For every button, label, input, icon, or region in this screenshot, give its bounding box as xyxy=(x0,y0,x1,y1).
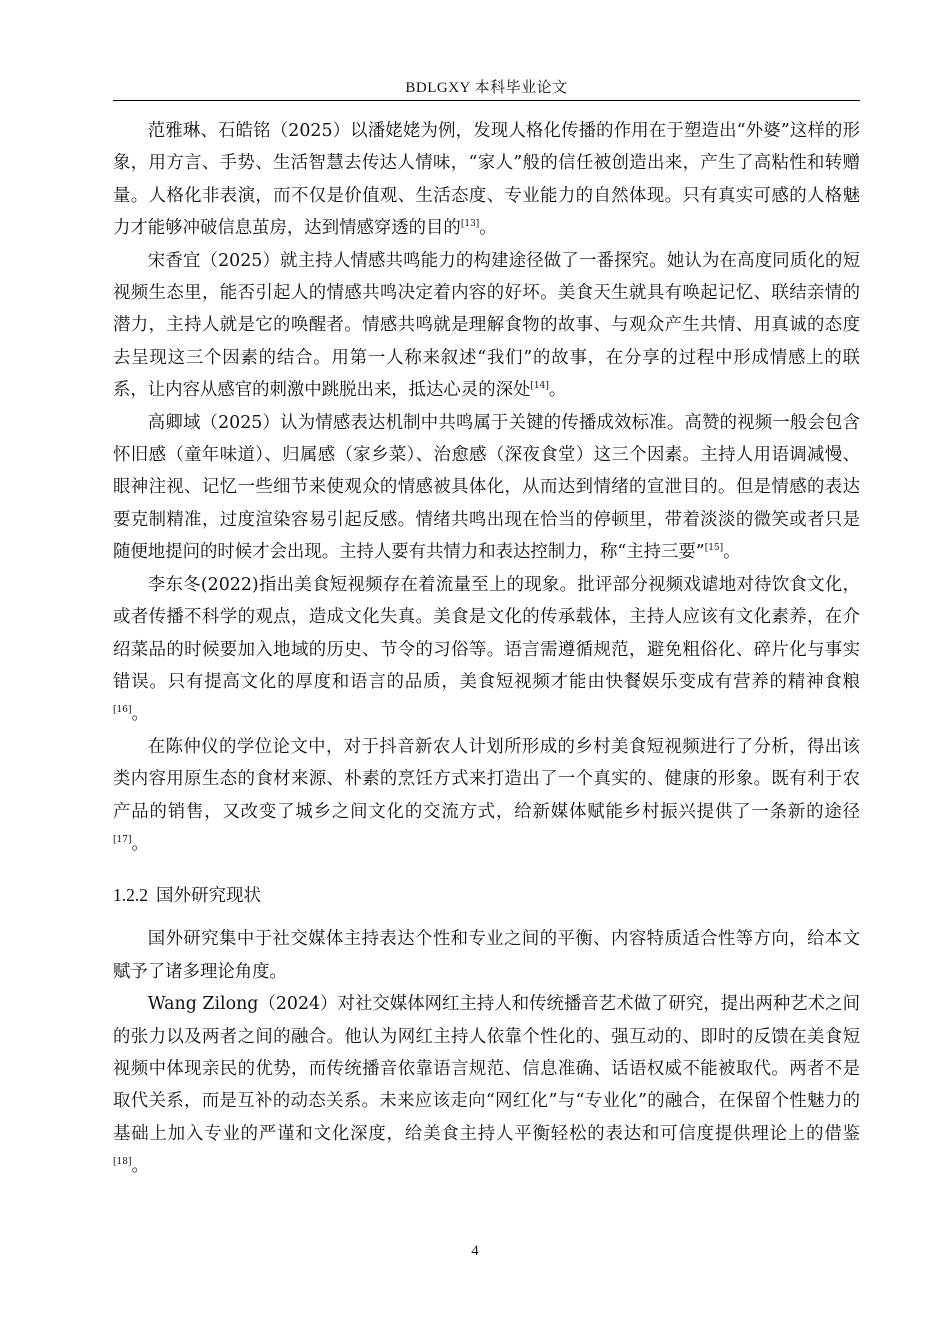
paragraph: 宋香宜（2025）就主持人情感共鸣能力的构建途径做了一番探究。她认为在高度同质化的短视频生态里，能否引起人的情感共鸣决定着内容的好坏。美食天生就具有唤起记忆、联结亲情的潜力，主持人就是它的唤醒者。情感共鸣就是理解食物的故事、与观众产生共情、用真诚的态度去呈现这三个因素的结合。用第一人称来叙述“我们”的故事，在分享的过程中形成情感上的联系，让内容从感官的刺激中跳脱出来，抵达心灵的深处[14]。 xyxy=(113,250,860,401)
citation-ref: [14] xyxy=(530,381,549,392)
paragraph: 国外研究集中于社交媒体主持表达个性和专业之间的平衡、内容特质适合性等方向，给本文赋予了诸多理论角度。 xyxy=(113,929,860,982)
section-title: 国外研究现状 xyxy=(156,886,261,907)
citation-ref: [13] xyxy=(460,219,480,230)
citation-ref: [18] xyxy=(113,1157,132,1168)
citation-ref: [15] xyxy=(704,543,724,554)
paragraph: 范雅琳、石皓铭（2025）以潘姥姥为例，发现人格化传播的作用在于塑造出“外婆”这样的形象，用方言、手势、生活智慧去传达人情味，“家人”般的信任被创造出来，产生了高粘性和转赠量。人格化非表演，而不仅是价值观、生活态度、专业能力的自然体现。只有真实可感的人格魅力才能够冲破信息茧房，达到情感穿透的目的[13]。 xyxy=(113,121,860,239)
paragraph: 在陈仲仪的学位论文中，对于抖音新农人计划所形成的乡村美食短视频进行了分析，得出该类内容用原生态的食材来源、朴素的烹饪方式来打造出了一个真实的、健康的形象。既有利于农产品的销售，又改变了城乡之间文化的交流方式，给新媒体赋能乡村振兴提供了一条新的途径[17]。 xyxy=(113,736,860,854)
header-divider xyxy=(113,100,860,101)
paragraph: 李东冬(2022)指出美食短视频存在着流量至上的现象。批评部分视频戏谑地对待饮食文化，或者传播不科学的观点，造成文化失真。美食是文化的传承载体，主持人应该有文化素养，在介绍菜品的时候要加入地域的历史、节令的习俗等。语言需遵循规范，避免粗俗化、碎片化与事实错误。只有提高文化的厚度和语言的品质，美食短视频才能由快餐娱乐变成有营养的精神食粮[16]。 xyxy=(113,574,860,725)
section-heading xyxy=(113,880,860,911)
body-text xyxy=(113,115,860,1183)
section-number: 1.2.2 xyxy=(113,885,148,906)
page-number: 4 xyxy=(471,1243,479,1259)
citation-ref: [17] xyxy=(113,834,132,845)
running-header: BDLGXY 本科毕业论文 xyxy=(405,80,568,96)
paragraph: Wang Zilong（2024）对社交媒体网红主持人和传统播音艺术做了研究，提出两种艺术之间的张力以及两者之间的融合。他认为网红主持人依靠个性化的、强互动的、即时的反馈在美食短视频中体现亲民的优势，而传统播音依靠语言规范、信息准确、话语权威不能被取代。两者不是取代关系，而是互补的动态关系。未来应该走向“网红化”与“专业化”的融合，在保留个性魅力的基础上加入专业的严谨和文化深度，给美食主持人平衡轻松的表达和可信度提供理论上的借鉴[18]。 xyxy=(113,994,860,1177)
paragraph: 高卿域（2025）认为情感表达机制中共鸣属于关键的传播成效标准。高赞的视频一般会包含怀旧感（童年味道）、归属感（家乡菜）、治愈感（深夜食堂）这三个因素。主持人用语调减慢、眼神注视、记忆一些细节来使观众的情感被具体化，从而达到情绪的宣泄目的。但是情感的表达要克制精准，过度渲染容易引起反感。情绪共鸣出现在恰当的停顿里，带着淡淡的微笑或者只是随便地提问的时候才会出现。主持人要有共情力和表达控制力，称“主持三要”[15]。 xyxy=(113,412,860,563)
citation-ref: [16] xyxy=(113,705,132,716)
